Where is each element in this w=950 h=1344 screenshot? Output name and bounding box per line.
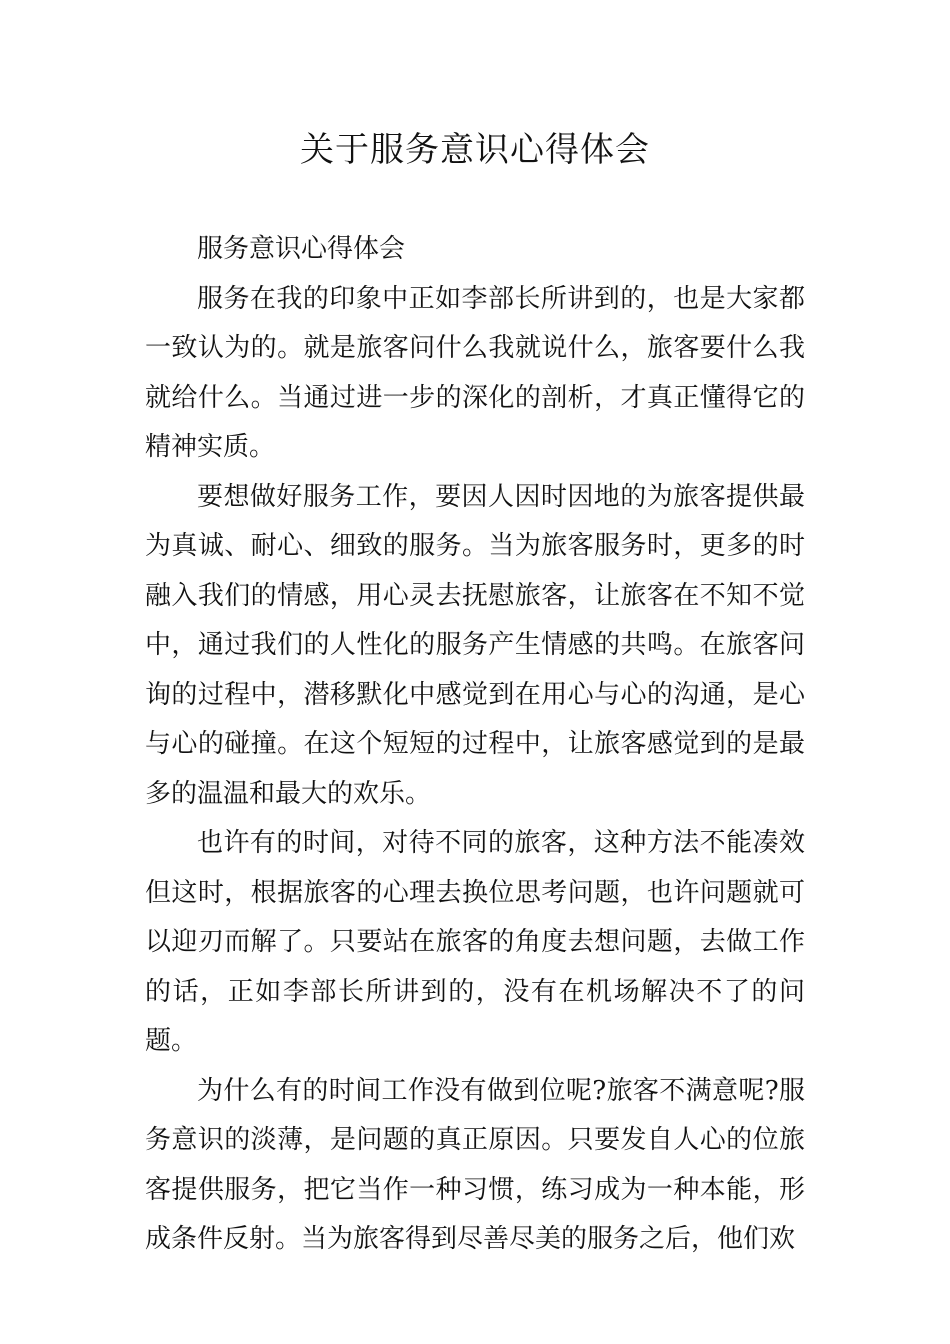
document-body xyxy=(145,225,805,1265)
paragraph: 要想做好服务工作，要因人因时因地的为旅客提供最为真诚、耐心、细致的服务。当为旅客服务时，更多的时融入我们的情感，用心灵去抚慰旅客，让旅客在不知不觉中，通过我们的人性化的服务产生情感的共鸣。在旅客问询的过程中，潜移默化中感觉到在用心与心的沟通，是心与心的碰撞。在这个短短的过程中，让旅客感觉到的是最多的温温和最大的欢乐。 xyxy=(145,481,805,809)
paragraph: 服务在我的印象中正如李部长所讲到的，也是大家都一致认为的。就是旅客问什么我就说什么，旅客要什么我就给什么。当通过进一步的深化的剖析，才真正懂得它的精神实质。 xyxy=(145,283,805,462)
paragraph: 也许有的时间，对待不同的旅客，这种方法不能凑效但这时，根据旅客的心理去换位思考问题，也许问题就可以迎刃而解了。只要站在旅客的角度去想问题，去做工作的话，正如李部长所讲到的，没有在机场解决不了的问题。 xyxy=(145,828,805,1056)
paragraph-subtitle: 服务意识心得体会 xyxy=(197,234,406,264)
document-title: 关于服务意识心得体会 xyxy=(300,130,650,170)
paragraph: 为什么有的时间工作没有做到位呢?旅客不满意呢?服务意识的淡薄，是问题的真正原因。只要发自人心的位旅客提供服务，把它当作一种习惯，练习成为一种本能，形成条件反射。当为旅客得到尽善尽美的服务之后，他们欢 xyxy=(145,1075,805,1254)
